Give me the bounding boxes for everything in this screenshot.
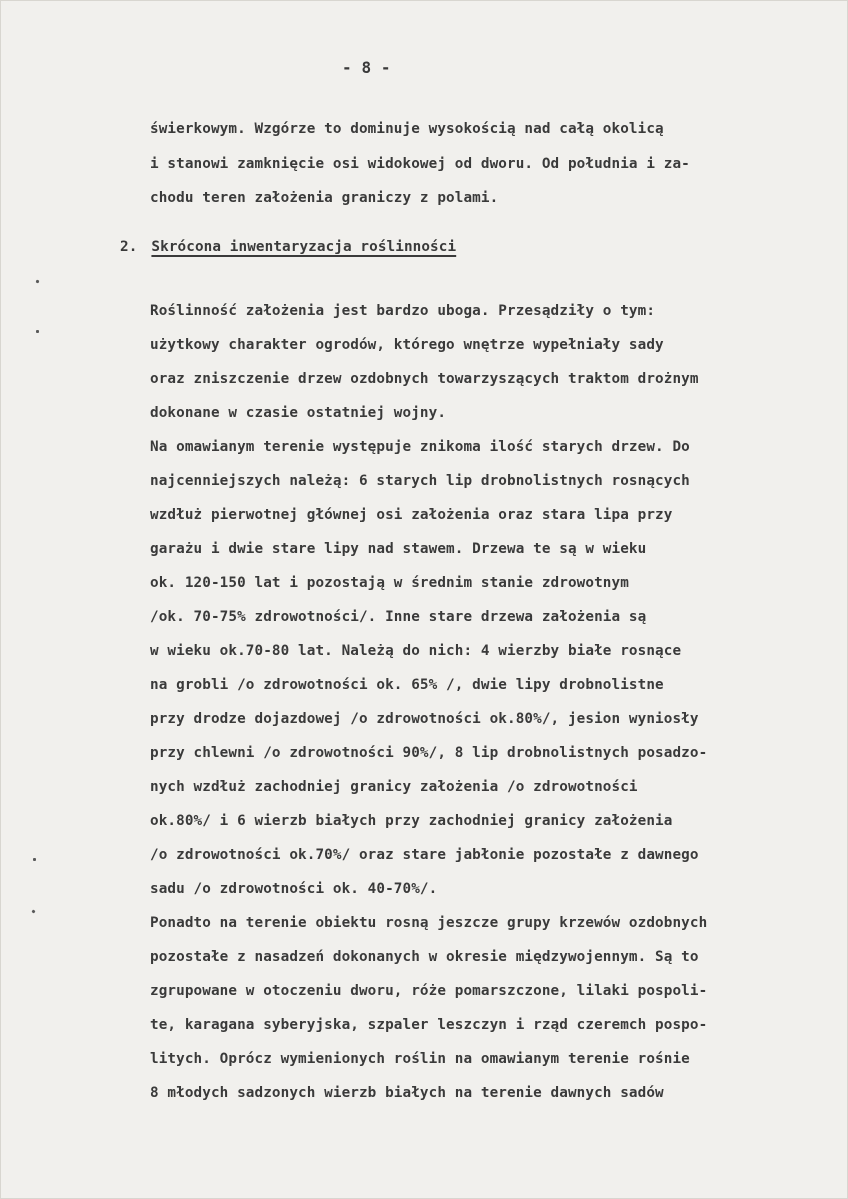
body-line-10: /ok. 70-75% zdrowotności/. Inne stare drzewa założenia są [150, 609, 647, 625]
margin-mark [36, 330, 39, 333]
body-line-13: przy drodze dojazdowej /o zdrowotności ok.80%/, jesion wyniosły [150, 711, 699, 727]
section-heading [120, 239, 456, 255]
body-line-12: na grobli /o zdrowotności ok. 65% /, dwie lipy drobnolistne [150, 677, 664, 693]
body-line-3: oraz zniszczenie drzew ozdobnych towarzyszących traktom drożnym [150, 371, 699, 387]
body-line-1: Roślinność założenia jest bardzo uboga. Przesądziły o tym: [150, 303, 656, 319]
body-line-22: te, karagana syberyjska, szpaler leszczyn i rząd czeremch pospo- [150, 1017, 708, 1033]
body-line-14: przy chlewni /o zdrowotności 90%/, 8 lip drobnolistnych posadzo- [150, 745, 708, 761]
body-line-2: użytkowy charakter ogrodów, którego wnętrze wypełniały sady [150, 337, 664, 353]
section-title: Skrócona inwentaryzacja roślinności [151, 239, 457, 255]
intro-line-2: i stanowi zamknięcie osi widokowej od dworu. Od południa i za- [150, 156, 690, 172]
intro-line-3: chodu teren założenia graniczy z polami. [150, 190, 499, 206]
margin-mark [31, 909, 35, 913]
body-line-17: /o zdrowotności ok.70%/ oraz stare jabłonie pozostałe z dawnego [150, 847, 699, 863]
body-line-20: pozostałe z nasadzeń dokonanych w okresie międzywojennym. Są to [150, 949, 699, 965]
body-line-4: dokonane w czasie ostatniej wojny. [150, 405, 447, 421]
body-line-9: ok. 120-150 lat i pozostają w średnim stanie zdrowotnym [150, 575, 629, 591]
body-line-8: garażu i dwie stare lipy nad stawem. Drzewa te są w wieku [150, 541, 647, 557]
body-line-21: zgrupowane w otoczeniu dworu, róże pomarszczone, lilaki pospoli- [150, 983, 708, 999]
body-line-16: ok.80%/ i 6 wierzb białych przy zachodniej granicy założenia [150, 813, 673, 829]
body-line-11: w wieku ok.70-80 lat. Należą do nich: 4 wierzby białe rosnące [150, 643, 682, 659]
page-number: - 8 - [342, 58, 391, 77]
body-line-5: Na omawianym terenie występuje znikoma ilość starych drzew. Do [150, 439, 690, 455]
section-number: 2. [120, 239, 138, 255]
intro-line-1: świerkowym. Wzgórze to dominuje wysokością nad całą okolicą [150, 121, 664, 137]
body-line-15: nych wzdłuż zachodniej granicy założenia /o zdrowotności [150, 779, 638, 795]
body-line-23: litych. Oprócz wymienionych roślin na omawianym terenie rośnie [150, 1051, 690, 1067]
body-line-6: najcenniejszych należą: 6 starych lip drobnolistnych rosnących [150, 473, 690, 489]
margin-mark [33, 858, 36, 861]
body-line-18: sadu /o zdrowotności ok. 40-70%/. [150, 881, 438, 897]
body-line-24: 8 młodych sadzonych wierzb białych na terenie dawnych sadów [150, 1085, 664, 1101]
margin-mark [36, 280, 40, 284]
body-line-19: Ponadto na terenie obiektu rosną jeszcze grupy krzewów ozdobnych [150, 915, 708, 931]
body-line-7: wzdłuż pierwotnej głównej osi założenia oraz stara lipa przy [150, 507, 673, 523]
